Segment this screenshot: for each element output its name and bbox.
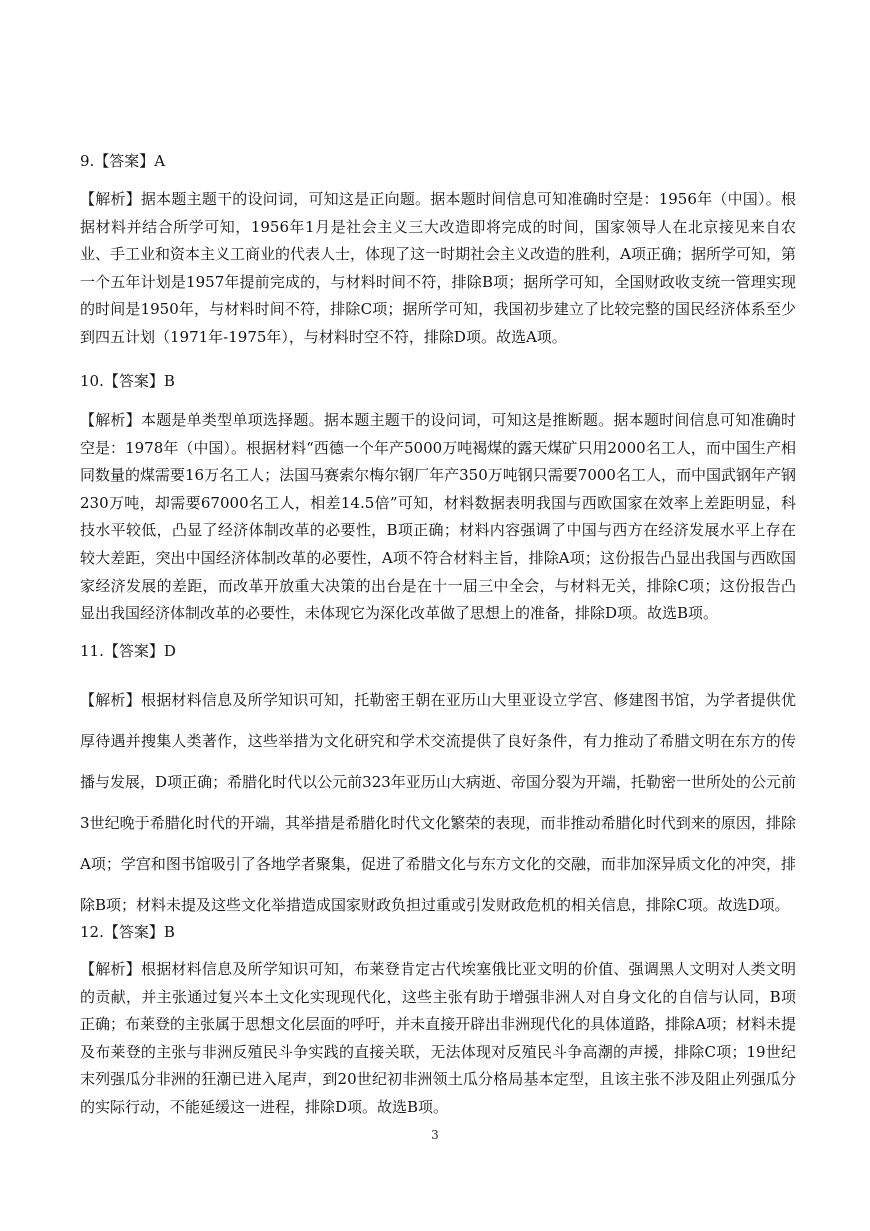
answer-heading-11: 11.【答案】D bbox=[80, 642, 176, 660]
analysis-paragraph-9: 【解析】据本题主题干的设问词，可知这是正向题。据本题时间信息可知准确时空是：1956年（中国）。根据材料并结合所学可知，1956年1月是社会主义三大改造即将完成的时间，国家领导人在北京接见来自农业、手工业和资本主义工商业的代表人士，体现了这一时期社会主义改造的胜利，A项正确；据所学可知，第一个五年计划是1957年提前完成的，与材料时间不符，排除B项；据所学可知，全国财政收支统一管理实现的时间是1950年，与材料时间不符，排除C项；据所学可知，我国初步建立了比较完整的国民经济体系至少到四五计划（1971年-1975年），与材料时空不符，排除D项。故选A项。 bbox=[80, 190, 796, 346]
answer-heading-9: 9.【答案】A bbox=[80, 152, 166, 170]
analysis-paragraph-10: 【解析】本题是单类型单项选择题。据本题主题干的设问词，可知这是推断题。据本题时间信息可知准确时空是：1978年（中国）。根据材料“西德一个年产5000万吨褐煤的露天煤矿只用2000名工人，而中国生产相同数量的煤需要16万名工人；法国马赛索尔梅尔钢厂年产350万吨钢只需要7000名工人，而中国武钢年产钢230万吨，却需要67000名工人，相差14.5倍”可知，材料数据表明我国与西欧国家在效率上差距明显，科技水平较低，凸显了经济体制改革的必要性，B项正确；材料内容强调了中国与西方在经济发展水平上存在较大差距，突出中国经济体制改革的必要性，A项不符合材料主旨，排除A项；这份报告凸显出我国与西欧国家经济发展的差距，而改革开放重大决策的出台是在十一届三中全会，与材料无关，排除C项；这份报告凸显出我国经济体制改革的必要性，未体现它为深化改革做了思想上的准备，排除D项。故选B项。 bbox=[80, 411, 796, 623]
page-number: 3 bbox=[431, 1128, 439, 1142]
answer-heading-10: 10.【答案】B bbox=[80, 372, 175, 390]
analysis-paragraph-11: 【解析】根据材料信息及所学知识可知，托勒密王朝在亚历山大里亚设立学宫、修建图书馆，为学者提供优厚待遇并搜集人类著作，这些举措为文化研究和学术交流提供了良好条件，有力推动了希腊文明在东方的传播与发展，D项正确；希腊化时代以公元前323年亚历山大病逝、帝国分裂为开端，托勒密一世所处的公元前3世纪晚于希腊化时代的开端，其举措是希腊化时代文化繁荣的表现，而非推动希腊化时代到来的原因，排除A项；学宫和图书馆吸引了各地学者聚集，促进了希腊文化与东方文化的交融，而非加深异质文化的冲突，排除B项；材料未提及这些文化举措造成国家财政负担过重或引发财政危机的相关信息，排除C项。故选D项。 bbox=[80, 691, 796, 914]
analysis-paragraph-12: 【解析】根据材料信息及所学知识可知，布莱登肯定古代埃塞俄比亚文明的价值、强调黑人文明对人类文明的贡献，并主张通过复兴本土文化实现现代化，这些主张有助于增强非洲人对自身文化的自信与认同，B项正确；布莱登的主张属于思想文化层面的呼吁，并未直接开辟出非洲现代化的具体道路，排除A项；材料未提及布莱登的主张与非洲反殖民斗争实践的直接关联，无法体现对反殖民斗争高潮的声援，排除C项；19世纪末列强瓜分非洲的狂潮已进入尾声，到20世纪初非洲领土瓜分格局基本定型，且该主张不涉及阻止列强瓜分的实际行动，不能延缓这一进程，排除D项。故选B项。 bbox=[80, 960, 796, 1116]
answer-heading-12: 12.【答案】B bbox=[80, 923, 175, 941]
